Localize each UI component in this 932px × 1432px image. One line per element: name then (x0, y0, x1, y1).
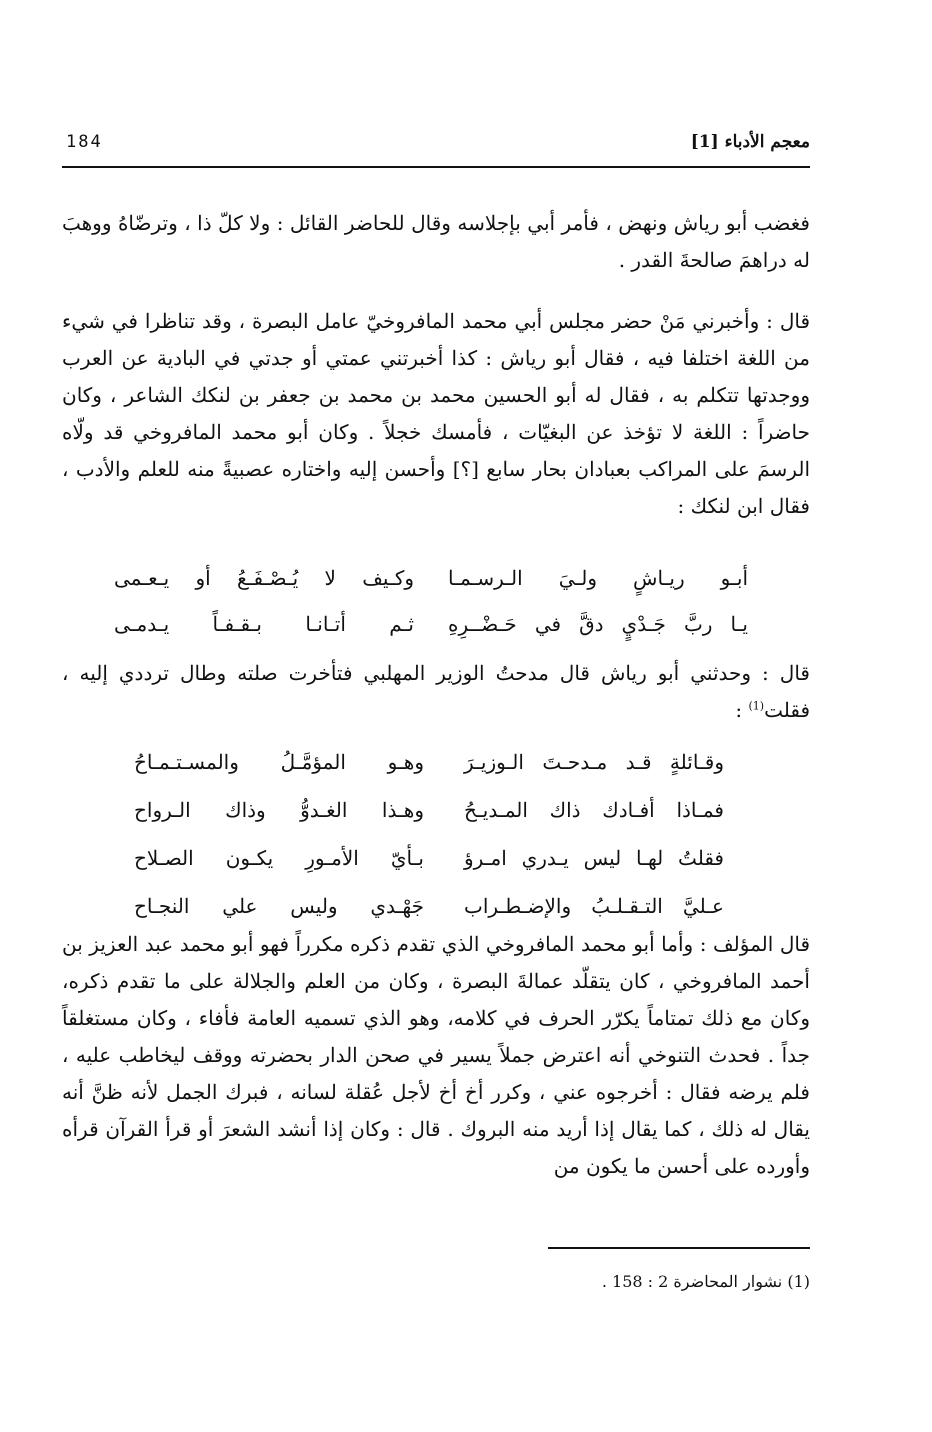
page-header (62, 128, 810, 162)
paragraph-3 (62, 655, 810, 729)
paragraph-text: قال : وأخبرني مَنْ حضر مجلس أبي محمد المافروخيّ عامل البصرة ، وقد تناظرا في شيء من اللغة اختلفا فيه ، فقال أبو رياش : كذا أخبرتني عمتي أو جدتي في البادية عن العرب ووجدتها تتكلم به ، فقال له أبو الحسين محمد بن محمد بن جعفر بن لنكك الشاعر ، وكان حاضراً : اللغة لا تؤخذ عن البغيّات ، فأمسك خجلاً . وكان أبو محمد المافروخي قد ولّاه الرسمَ على المراكب بعبادان بحار سابع [؟] وأحسن إليه واختاره عصبيةً منه للعلم والأدب ، فقال ابن لنكك : (62, 309, 810, 518)
page-number: 184 (66, 132, 103, 152)
verse-second-hemistich: ثـم أتـانـا بـقـفـاً يـدمـى (114, 612, 414, 636)
verse-line (62, 558, 810, 604)
verse-first-hemistich: أبـو ريـاشٍ ولـيَ الـرسـمـا (448, 566, 748, 590)
verse-line (62, 838, 810, 886)
verse-first-hemistich: وقـائلةٍ قـد مـدحـتَ الـوزيـرَ (464, 750, 724, 774)
footnote: (1) نشوار المحاضرة 2 : 158 . (601, 1272, 810, 1291)
header-rule (62, 166, 810, 168)
paragraph-text (62, 655, 810, 729)
poem-1 (62, 558, 810, 650)
paragraph-2 (62, 303, 810, 525)
verse-first-hemistich: يـا ربَّ جَـدْيٍ دقَّ في حَـضْــرِهِ (448, 612, 748, 636)
verse-first-hemistich: فقلتُ لهـا ليس يـدري امـرؤ (464, 846, 724, 870)
paragraph-4 (62, 926, 810, 1185)
paragraph-colon: : (735, 698, 749, 722)
verse-first-hemistich: عـليَّ التـقـلـبُ والإضـطـراب (464, 894, 724, 918)
verse-second-hemistich: وهـذا الغـدوُّ وذاك الـرواح (134, 798, 424, 822)
verse-second-hemistich: وهـو المؤمَّـلُ والمسـتـمـاحُ (134, 750, 424, 774)
verse-second-hemistich: جَهْـدي وليس علي النجـاح (134, 894, 424, 918)
verse-line (62, 790, 810, 838)
verse-line (62, 742, 810, 790)
verse-first-hemistich: فمـاذا أفـادك ذاك المـديـحُ (464, 798, 724, 822)
footnote-reference[interactable]: (1) (748, 699, 765, 713)
verse-line (62, 604, 810, 650)
footnote-rule (548, 1247, 810, 1249)
poem-2 (62, 742, 810, 934)
paragraph-text: قال المؤلف : وأما أبو محمد المافروخي الذي تقدم ذكره مكرراً فهو أبو محمد عبد العزيز بن أحمد المافروخي ، كان يتقلّد عمالةَ البصرة ، وكان من العلم والجلالة على ما تقدم ذكره، وكان مع ذلك تمتاماً يكرّر الحرف في كلامه، وهو الذي تسميه العامة فأفاء ، وكان مستغلقاً جداً . فحدث التنوخي أنه اعترض جملاً يسير في صحن الدار بحضرته ووقف ليخاطب عليه ، فلم يرضه فقال : أخرجوه عني ، وكرر أخ أخ لأجل عُقلة لسانه ، فبرك الجمل لأنه ظنَّ أنه يقال له ذلك ، كما يقال إذا أريد منه البروك . قال : وكان إذا أنشد الشعرَ أو قرأ القرآن قرأه وأورده على أحسن ما يكون من (62, 932, 810, 1178)
paragraph-1 (62, 205, 810, 279)
verse-second-hemistich: بـأيّ الأمـورِ يكـون الصـلاح (134, 846, 424, 870)
paragraph-main-text: قال : وحدثني أبو رياش قال مدحتُ الوزير المهلبي فتأخرت صلته وطال ترددي إليه ، فقلت (62, 661, 810, 722)
paragraph-text: فغضب أبو رياش ونهض ، فأمر أبي بإجلاسه وقال للحاضر القائل : ولا كلّ ذا ، وترضّاهُ ووهبَ له دراهمَ صالحةَ القدر . (62, 211, 810, 272)
verse-second-hemistich: وكـيف لا يُـصْـفَـعُ أو يـعـمى (114, 566, 414, 590)
running-title: معجم الأدباء [1] (690, 132, 810, 152)
